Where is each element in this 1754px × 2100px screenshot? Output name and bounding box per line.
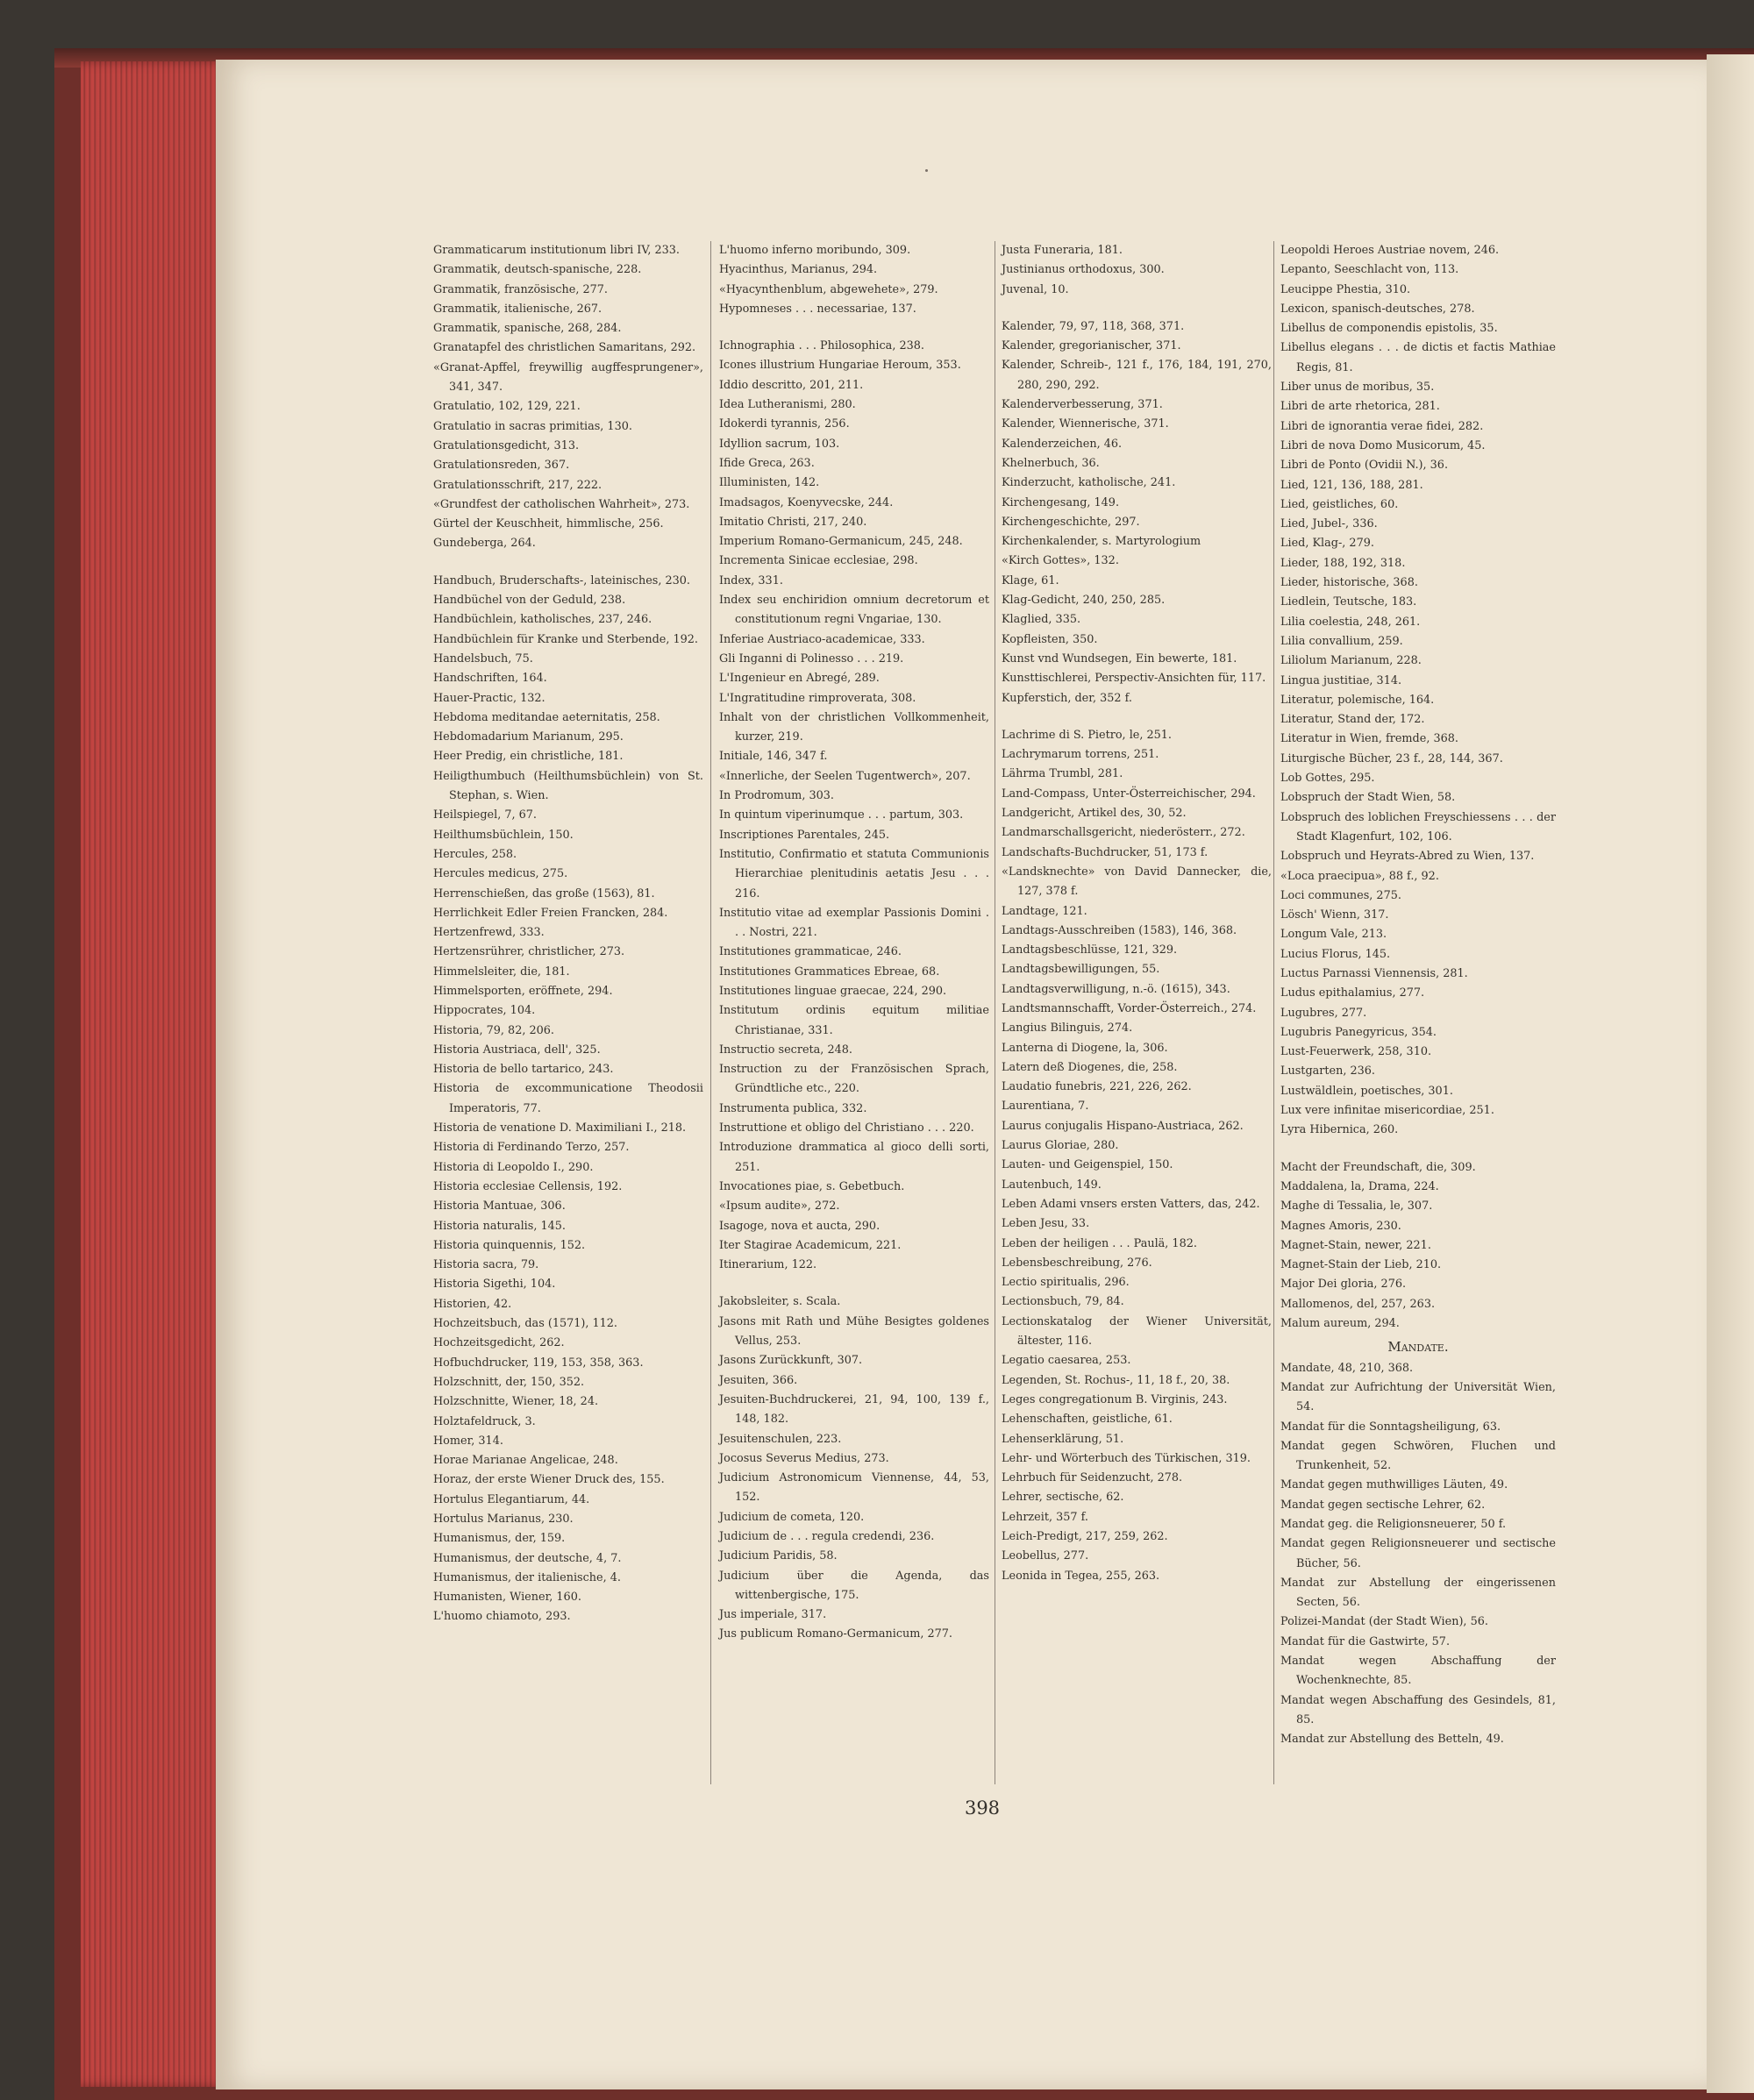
index-entry: Liliolum Marianum, 228. — [1280, 654, 1422, 668]
index-entry: Literatur, polemische, 164. — [1280, 693, 1435, 707]
index-entry: Lobspruch der Stadt Wien, 58. — [1280, 791, 1456, 805]
index-entry: Land-Compass, Unter-Österreichischer, 294. — [1002, 787, 1256, 801]
index-entry: Hertzenfrewd, 333. — [433, 926, 545, 940]
index-entry: Lectionskatalog der Wiener Universität, ältester, 116. — [1002, 1314, 1272, 1349]
index-entry: Liber unus de moribus, 35. — [1280, 381, 1435, 395]
index-entry: Judicium de . . . regula credendi, 236. — [719, 1530, 935, 1543]
index-entry: Lautenbuch, 149. — [1002, 1178, 1102, 1192]
index-entry: Hyacinthus, Marianus, 294. — [719, 263, 878, 277]
index-entry: Lyra Hibernica, 260. — [1280, 1123, 1399, 1137]
index-entry: Horaz, der erste Wiener Druck des, 155. — [433, 1473, 665, 1487]
index-entry: Legatio caesarea, 253. — [1002, 1354, 1131, 1368]
index-entry: Lugubris Panegyricus, 354. — [1280, 1025, 1437, 1039]
index-entry: Mandat gegen Schwören, Fluchen und Trunkenheit, 52. — [1280, 1439, 1556, 1473]
index-entry: Lepanto, Seeschlacht von, 113. — [1280, 263, 1459, 277]
index-entry: Libellus elegans . . . de dictis et factis Mathiae Regis, 81. — [1280, 341, 1556, 374]
index-entry: Landmarschallsgericht, niederösterr., 272. — [1002, 826, 1245, 840]
index-column-3 — [1002, 241, 1272, 1784]
index-entry: Historia sacra, 79. — [433, 1258, 539, 1272]
index-column-1 — [433, 241, 703, 1784]
index-entry: «Loca praecipua», 88 f., 92. — [1280, 869, 1439, 883]
index-entry: Libellus de componendis epistolis, 35. — [1280, 322, 1498, 336]
index-entry: Lanterna di Diogene, la, 306. — [1002, 1041, 1168, 1055]
index-entry: Latern deß Diogenes, die, 258. — [1002, 1060, 1178, 1074]
index-entry: Laurus Gloriae, 280. — [1002, 1139, 1119, 1153]
index-entry: Mandat wegen Abschaffung des Gesindels, 81, 85. — [1280, 1693, 1556, 1726]
index-entry: Historia ecclesiae Cellensis, 192. — [433, 1179, 623, 1193]
index-entry: Literatur in Wien, fremde, 368. — [1280, 732, 1458, 746]
index-entry: Kalenderzeichen, 46. — [1002, 437, 1123, 451]
index-entry: Mandat gegen Religionsneuerer und sectische Bücher, 56. — [1280, 1537, 1556, 1570]
index-entry: «Ipsum audite», 272. — [719, 1199, 840, 1214]
index-entry: Mandat zur Abstellung des Betteln, 49. — [1280, 1733, 1504, 1747]
index-entry: Magnet-Stain der Lieb, 210. — [1280, 1258, 1442, 1272]
index-entry: Inhalt von der christlichen Vollkommenheit, kurzer, 219. — [719, 710, 989, 744]
index-entry: Leich-Predigt, 217, 259, 262. — [1002, 1530, 1168, 1543]
index-entry: Historia di Ferdinando Terzo, 257. — [433, 1141, 630, 1155]
index-entry: Hochzeitsgedicht, 262. — [433, 1336, 565, 1350]
section-heading: Mandate. — [1387, 1339, 1449, 1356]
index-entry: Libri de arte rhetorica, 281. — [1280, 400, 1440, 414]
index-entry: Mandat für die Sonntagsheiligung, 63. — [1280, 1420, 1501, 1434]
index-entry: Instrumenta publica, 332. — [719, 1101, 867, 1115]
index-entry: Initiale, 146, 347 f. — [719, 750, 828, 764]
index-entry: Heiligthumbuch (Heilthumsbüchlein) von St. Stephan, s. Wien. — [433, 769, 703, 803]
index-entry: Loci communes, 275. — [1280, 888, 1401, 902]
index-entry: Instruction zu der Französischen Sprach, Gründtliche etc., 220. — [719, 1063, 989, 1096]
index-entry: Index, 331. — [719, 573, 783, 587]
index-entry: Imperium Romano-Germanicum, 245, 248. — [719, 535, 963, 549]
index-entry: Mandat gegen muthwilliges Läuten, 49. — [1280, 1478, 1508, 1492]
index-entry: Lehenschaften, geistliche, 61. — [1002, 1413, 1173, 1427]
index-entry: Lobspruch und Heyrats-Abred zu Wien, 137. — [1280, 850, 1535, 864]
index-entry: Iter Stagirae Academicum, 221. — [719, 1238, 902, 1252]
index-entry: Kalender, Schreib-, 121 f., 176, 184, 191, 270, 280, 290, 292. — [1002, 359, 1272, 392]
index-entry: Klag-Gedicht, 240, 250, 285. — [1002, 594, 1166, 608]
index-entry: Humanismus, der italienische, 4. — [433, 1570, 621, 1584]
index-entry: Macht der Freundschaft, die, 309. — [1280, 1160, 1476, 1174]
index-entry: Humanismus, der deutsche, 4, 7. — [433, 1551, 622, 1565]
index-entry: Klaglied, 335. — [1002, 613, 1081, 627]
index-entry: Hippocrates, 104. — [433, 1004, 536, 1018]
index-entry: Kinderzucht, katholische, 241. — [1002, 476, 1176, 490]
index-entry: Kupferstich, der, 352 f. — [1002, 691, 1132, 705]
index-entry: Gli Inganni di Polinesso . . . 219. — [719, 651, 904, 666]
index-entry: Historia Sigethi, 104. — [433, 1278, 556, 1292]
index-entry: Kunsttischlerei, Perspectiv-Ansichten für, 117. — [1002, 672, 1266, 686]
index-entry: Illuministen, 142. — [719, 476, 820, 490]
index-entry: Mandat gegen sectische Lehrer, 62. — [1280, 1498, 1486, 1512]
index-entry: Isagoge, nova et aucta, 290. — [719, 1219, 881, 1233]
page-number: 398 — [964, 1797, 1001, 1819]
index-entry: Herrlichkeit Edler Freien Francken, 284. — [433, 906, 668, 920]
index-entry: L'huomo inferno moribundo, 309. — [719, 244, 911, 257]
index-entry: Gratulatio in sacras primitias, 130. — [433, 419, 632, 433]
index-entry: Leben der heiligen . . . Paulä, 182. — [1002, 1236, 1197, 1250]
index-entry: Historia Austriaca, dell', 325. — [433, 1043, 601, 1057]
paper-speck — [925, 169, 928, 172]
index-entry: Landgericht, Artikel des, 30, 52. — [1002, 807, 1187, 821]
index-entry: Judicium Astronomicum Viennense, 44, 53, 152. — [719, 1471, 989, 1505]
index-entry: Maddalena, la, Drama, 224. — [1280, 1179, 1439, 1193]
index-entry: Leben Adami vnsers ersten Vatters, das, 242. — [1002, 1197, 1260, 1211]
index-entry: Handbüchlein für Kranke und Sterbende, 192. — [433, 632, 698, 646]
index-entry: Gratulationsschrift, 217, 222. — [433, 478, 602, 492]
index-entry: Hebdomadarium Marianum, 295. — [433, 730, 624, 744]
index-entry: Introduzione drammatica al gioco delli sorti, 251. — [719, 1141, 989, 1174]
index-entry: Landtsmannschafft, Vorder-Österreich., 274. — [1002, 1001, 1257, 1015]
index-entry: «Innerliche, der Seelen Tugentwerch», 207. — [719, 769, 971, 783]
index-entry: Polizei-Mandat (der Stadt Wien), 56. — [1280, 1615, 1488, 1629]
index-entry: Justa Funeraria, 181. — [1002, 244, 1123, 257]
index-entry: Heilspiegel, 7, 67. — [433, 808, 537, 822]
column-rule — [1273, 241, 1274, 1784]
index-entry: Invocationes piae, s. Gebetbuch. — [719, 1179, 905, 1193]
index-entry: Leopoldi Heroes Austriae novem, 246. — [1280, 244, 1500, 257]
index-entry: Kirchenkalender, s. Martyrologium — [1002, 535, 1201, 549]
index-entry: Historia, 79, 82, 206. — [433, 1023, 554, 1037]
index-entry: L'Ingratitudine rimproverata, 308. — [719, 691, 916, 705]
index-entry: Lustwäldlein, poetisches, 301. — [1280, 1084, 1453, 1098]
index-entry: Grammaticarum institutionum libri IV, 233. — [433, 244, 680, 257]
index-entry: Lobspruch des loblichen Freyschiessens . . . der Stadt Klagenfurt, 102, 106. — [1280, 810, 1556, 844]
index-entry: Inferiae Austriaco-academicae, 333. — [719, 632, 925, 646]
index-entry: Leonida in Tegea, 255, 263. — [1002, 1569, 1160, 1583]
index-entry: Lingua justitiae, 314. — [1280, 673, 1402, 687]
index-entry: Lauten- und Geigenspiel, 150. — [1002, 1158, 1173, 1172]
index-entry: Idokerdi tyrannis, 256. — [719, 417, 850, 431]
index-entry: Hochzeitsbuch, das (1571), 112. — [433, 1317, 618, 1331]
index-entry: Hebdoma meditandae aeternitatis, 258. — [433, 710, 660, 724]
index-entry: Landtagsbeschlüsse, 121, 329. — [1002, 943, 1178, 957]
index-entry: Himmelsporten, eröffnete, 294. — [433, 984, 613, 998]
index-entry: Imitatio Christi, 217, 240. — [719, 515, 867, 529]
index-entry: Idea Lutheranismi, 280. — [719, 398, 856, 412]
index-entry: Mallomenos, del, 257, 263. — [1280, 1297, 1436, 1311]
index-entry: Kalender, gregorianischer, 371. — [1002, 339, 1181, 353]
index-entry: Himmelsleiter, die, 181. — [433, 965, 570, 979]
index-entry: Lachrymarum torrens, 251. — [1002, 748, 1159, 762]
index-entry: Juvenal, 10. — [1002, 282, 1069, 296]
index-entry: Lexicon, spanisch-deutsches, 278. — [1280, 302, 1475, 316]
index-entry: Hercules, 258. — [433, 847, 517, 861]
index-entry: Landtags-Ausschreiben (1583), 146, 368. — [1002, 923, 1237, 937]
index-entry: Lachrime di S. Pietro, le, 251. — [1002, 728, 1172, 742]
index-entry: Historia de venatione D. Maximiliani I., 218. — [433, 1121, 687, 1135]
index-entry: Lectio spiritualis, 296. — [1002, 1276, 1130, 1290]
index-entry: Mandat für die Gastwirte, 57. — [1280, 1634, 1451, 1648]
index-entry: Lehr- und Wörterbuch des Türkischen, 319. — [1002, 1451, 1251, 1465]
index-entry: Grammatik, spanische, 268, 284. — [433, 322, 622, 336]
index-entry: Institutiones grammaticae, 246. — [719, 945, 902, 959]
index-entry: Lucius Florus, 145. — [1280, 947, 1391, 961]
index-entry: Khelnerbuch, 36. — [1002, 456, 1100, 470]
index-entry: Kirchengeschichte, 297. — [1002, 515, 1140, 529]
index-entry: Lehrbuch für Seidenzucht, 278. — [1002, 1471, 1183, 1485]
index-entry: «Kirch Gottes», 132. — [1002, 554, 1119, 568]
column-rule — [710, 241, 711, 1784]
index-entry: Lux vere infinitae misericordiae, 251. — [1280, 1104, 1494, 1118]
index-entry: Lust-Feuerwerk, 258, 310. — [1280, 1045, 1432, 1059]
index-entry: Historia quinquennis, 152. — [433, 1238, 586, 1252]
index-entry: Gundeberga, 264. — [433, 537, 536, 551]
index-entry: Leucippe Phestia, 310. — [1280, 282, 1411, 296]
index-entry: Mandat wegen Abschaffung der Wochenknechte, 85. — [1280, 1655, 1556, 1688]
index-entry: Icones illustrium Hungariae Heroum, 353. — [719, 359, 961, 373]
index-entry: Imadsagos, Koenyvecske, 244. — [719, 495, 894, 509]
index-entry: Libri de nova Domo Musicorum, 45. — [1280, 438, 1486, 452]
index-entry: Jasons mit Rath und Mühe Besigtes goldenes Vellus, 253. — [719, 1314, 989, 1349]
index-entry: Mandat zur Aufrichtung der Universität Wien, 54. — [1280, 1380, 1556, 1414]
index-entry: Jus publicum Romano-Germanicum, 277. — [719, 1627, 952, 1641]
index-entry: Lied, Jubel-, 336. — [1280, 517, 1378, 531]
index-entry: Lied, 121, 136, 188, 281. — [1280, 478, 1423, 492]
index-entry: Lieder, historische, 368. — [1280, 576, 1418, 590]
index-entry: Ifide Greca, 263. — [719, 456, 815, 470]
index-entry: Magnes Amoris, 230. — [1280, 1219, 1401, 1233]
index-entry: Historien, 42. — [433, 1297, 512, 1311]
index-entry: Idyllion sacrum, 103. — [719, 437, 840, 451]
index-entry: Lilia coelestia, 248, 261. — [1280, 615, 1421, 629]
index-entry: Institutiones linguae graecae, 224, 290. — [719, 984, 947, 998]
index-entry: Grammatik, französische, 277. — [433, 282, 609, 296]
index-entry: Institutio vitae ad exemplar Passionis Domini . . . Nostri, 221. — [719, 906, 989, 940]
index-entry: «Hyacynthenblum, abgewehete», 279. — [719, 282, 938, 296]
index-entry: «Landsknechte» von David Dannecker, die, 127, 378 f. — [1002, 865, 1272, 899]
index-entry: Lieder, 188, 192, 318. — [1280, 556, 1406, 570]
index-entry: Landtagsverwilligung, n.-ö. (1615), 343. — [1002, 982, 1230, 996]
index-entry: Lehenserklärung, 51. — [1002, 1432, 1124, 1446]
index-entry: Incrementa Sinicae ecclesiae, 298. — [719, 554, 918, 568]
index-entry: Instruttione et obligo del Christiano . . . 220. — [719, 1121, 974, 1135]
index-entry: Historia de bello tartarico, 243. — [433, 1063, 614, 1077]
index-entry: Leges congregationum B. Virginis, 243. — [1002, 1392, 1228, 1406]
index-entry: Institutio, Confirmatio et statuta Communionis Hierarchiae plenitudinis aetatis Jesu . . . 216. — [719, 847, 989, 901]
index-entry: Kirchengesang, 149. — [1002, 495, 1120, 509]
index-entry: Inscriptiones Parentales, 245. — [719, 828, 890, 842]
index-entry: Lebensbeschreibung, 276. — [1002, 1256, 1152, 1270]
index-column-4 — [1280, 241, 1556, 1784]
facing-page-edge — [1707, 54, 1754, 2093]
index-entry: Lehrzeit, 357 f. — [1002, 1510, 1088, 1524]
index-entry: Jakobsleiter, s. Scala. — [719, 1295, 841, 1309]
index-entry: Holzschnitte, Wiener, 18, 24. — [433, 1395, 599, 1409]
index-entry: Judicium de cometa, 120. — [719, 1510, 865, 1524]
index-entry: Herrenschießen, das große (1563), 81. — [433, 886, 655, 901]
index-entry: Lied, geistliches, 60. — [1280, 497, 1399, 511]
index-entry: Handelsbuch, 75. — [433, 651, 533, 666]
index-entry: Hofbuchdrucker, 119, 153, 358, 363. — [433, 1356, 644, 1370]
index-entry: Jesuitenschulen, 223. — [719, 1432, 842, 1446]
index-entry: In quintum viperinumque . . . partum, 303. — [719, 808, 964, 822]
index-entry: Lährma Trumbl, 281. — [1002, 767, 1123, 781]
index-entry: Kunst vnd Wundsegen, Ein bewerte, 181. — [1002, 651, 1237, 666]
index-entry: Horae Marianae Angelicae, 248. — [433, 1454, 618, 1468]
index-entry: Mandat zur Abstellung der eingerissenen Secten, 56. — [1280, 1576, 1556, 1610]
page-block-edges — [81, 61, 230, 2087]
index-entry: Homer, 314. — [433, 1434, 503, 1448]
index-entry: Laudatio funebris, 221, 226, 262. — [1002, 1080, 1192, 1094]
index-entry: Gratulationsgedicht, 313. — [433, 438, 580, 452]
index-entry: Leobellus, 277. — [1002, 1549, 1089, 1563]
index-entry: Langius Bilinguis, 274. — [1002, 1022, 1133, 1036]
index-entry: Laurus conjugalis Hispano-Austriaca, 262. — [1002, 1119, 1244, 1133]
index-entry: Iddio descritto, 201, 211. — [719, 378, 864, 392]
index-entry: Institutum ordinis equitum militiae Christianae, 331. — [719, 1004, 989, 1037]
index-entry: Holzschnitt, der, 150, 352. — [433, 1375, 585, 1389]
index-entry: Ludus epithalamius, 277. — [1280, 986, 1425, 1000]
index-entry: Hortulus Marianus, 230. — [433, 1513, 574, 1526]
index-entry: Legenden, St. Rochus-, 11, 18 f., 20, 38. — [1002, 1373, 1230, 1387]
index-entry: Mandate, 48, 210, 368. — [1280, 1361, 1414, 1375]
index-entry: Jocosus Severus Medius, 273. — [719, 1451, 889, 1465]
index-entry: Leben Jesu, 33. — [1002, 1217, 1090, 1231]
index-entry: Index seu enchiridion omnium decretorum et constitutionum regni Vngariae, 130. — [719, 594, 989, 627]
index-entry: Gratulatio, 102, 129, 221. — [433, 400, 581, 414]
index-entry: Hauer-Practic, 132. — [433, 691, 545, 705]
index-entry: Gratulationsreden, 367. — [433, 459, 570, 473]
index-entry: Jesuiten-Buchdruckerei, 21, 94, 100, 139 f., 148, 182. — [719, 1392, 989, 1427]
index-entry: Landtagsbewilligungen, 55. — [1002, 963, 1160, 977]
index-entry: Humanismus, der, 159. — [433, 1532, 566, 1546]
index-entry: Magnet-Stain, newer, 221. — [1280, 1238, 1431, 1252]
index-entry: Kalenderverbesserung, 371. — [1002, 398, 1163, 412]
index-entry: Lied, Klag-, 279. — [1280, 537, 1374, 551]
index-entry: Hertzensrührer, christlicher, 273. — [433, 945, 625, 959]
index-entry: Justinianus orthodoxus, 300. — [1002, 263, 1165, 277]
index-entry: «Granat-Apffel, freywillig augffesprungener», 341, 347. — [433, 360, 703, 395]
index-entry: Grammatik, italienische, 267. — [433, 302, 602, 316]
index-entry: Mandat geg. die Religionsneuerer, 50 f. — [1280, 1518, 1507, 1531]
index-entry: L'huomo chiamoto, 293. — [433, 1610, 571, 1624]
index-entry: Heer Predig, ein christliche, 181. — [433, 750, 624, 764]
index-entry: Literatur, Stand der, 172. — [1280, 713, 1425, 727]
index-columns — [433, 241, 1556, 1784]
index-entry: Luctus Parnassi Viennensis, 281. — [1280, 966, 1468, 980]
index-entry: Major Dei gloria, 276. — [1280, 1278, 1407, 1292]
index-entry: Liturgische Bücher, 23 f., 28, 144, 367. — [1280, 751, 1503, 765]
index-entry: Ichnographia . . . Philosophica, 238. — [719, 339, 924, 353]
index-entry: Lugubres, 277. — [1280, 1006, 1367, 1020]
index-entry: Jus imperiale, 317. — [719, 1608, 827, 1622]
index-entry: «Grundfest der catholischen Wahrheit», 273. — [433, 497, 690, 511]
index-entry: Libri de Ponto (Ovidii N.), 36. — [1280, 459, 1449, 473]
index-entry: Longum Vale, 213. — [1280, 928, 1387, 942]
index-entry: In Prodromum, 303. — [719, 789, 834, 803]
index-entry: Landtage, 121. — [1002, 904, 1087, 918]
index-entry: Hypomneses . . . necessariae, 137. — [719, 302, 916, 316]
index-entry: Klage, 61. — [1002, 573, 1059, 587]
index-entry: Laurentiana, 7. — [1002, 1100, 1089, 1114]
index-entry: Handschriften, 164. — [433, 672, 547, 686]
index-entry: Libri de ignorantia verae fidei, 282. — [1280, 419, 1484, 433]
index-entry: Hortulus Elegantiarum, 44. — [433, 1492, 590, 1506]
index-entry: Lectionsbuch, 79, 84. — [1002, 1295, 1124, 1309]
index-entry: Lob Gottes, 295. — [1280, 772, 1375, 786]
index-entry: Lilia convallium, 259. — [1280, 634, 1403, 648]
index-entry: Jasons Zurückkunft, 307. — [719, 1354, 863, 1368]
index-entry: L'Ingenieur en Abregé, 289. — [719, 672, 880, 686]
index-entry: Grammatik, deutsch-spanische, 228. — [433, 263, 642, 277]
index-entry: Historia naturalis, 145. — [433, 1219, 566, 1233]
index-entry: Hercules medicus, 275. — [433, 867, 568, 881]
index-entry: Historia di Leopoldo I., 290. — [433, 1160, 594, 1174]
index-entry: Gürtel der Keuschheit, himmlische, 256. — [433, 517, 664, 531]
index-entry: Kalender, Wiennerische, 371. — [1002, 417, 1169, 431]
index-entry: Judicium über die Agenda, das wittenbergische, 175. — [719, 1569, 989, 1602]
index-entry: Heilthumsbüchlein, 150. — [433, 828, 574, 842]
index-entry: Malum aureum, 294. — [1280, 1317, 1400, 1331]
index-entry: Handbüchel von der Geduld, 238. — [433, 594, 626, 608]
index-entry: Instructio secreta, 248. — [719, 1043, 852, 1057]
index-entry: Itinerarium, 122. — [719, 1258, 817, 1272]
index-entry: Kopfleisten, 350. — [1002, 632, 1098, 646]
index-entry: Kalender, 79, 97, 118, 368, 371. — [1002, 319, 1185, 333]
index-entry: Lustgarten, 236. — [1280, 1064, 1375, 1078]
index-entry: Jesuiten, 366. — [719, 1373, 798, 1387]
index-entry: Handbüchlein, katholisches, 237, 246. — [433, 613, 652, 627]
index-entry: Historia de excommunicatione Theodosii Imperatoris, 77. — [433, 1082, 703, 1115]
index-entry: Lehrer, sectische, 62. — [1002, 1491, 1124, 1505]
index-entry: Liedlein, Teutsche, 183. — [1280, 595, 1417, 609]
index-entry: Institutiones Grammatices Ebreae, 68. — [719, 965, 940, 979]
index-entry: Lösch' Wienn, 317. — [1280, 908, 1389, 922]
index-entry: Landschafts-Buchdrucker, 51, 173 f. — [1002, 845, 1209, 859]
index-entry: Judicium Paridis, 58. — [719, 1549, 838, 1563]
index-entry: Handbuch, Bruderschafts-, lateinisches, 230. — [433, 573, 690, 587]
index-entry: Granatapfel des christlichen Samaritans, 292. — [433, 341, 696, 355]
index-entry: Humanisten, Wiener, 160. — [433, 1591, 581, 1605]
index-entry: Holztafeldruck, 3. — [433, 1414, 536, 1428]
index-column-2 — [719, 241, 989, 1784]
index-entry: Maghe di Tessalia, le, 307. — [1280, 1199, 1433, 1214]
index-entry: Historia Mantuae, 306. — [433, 1199, 566, 1214]
